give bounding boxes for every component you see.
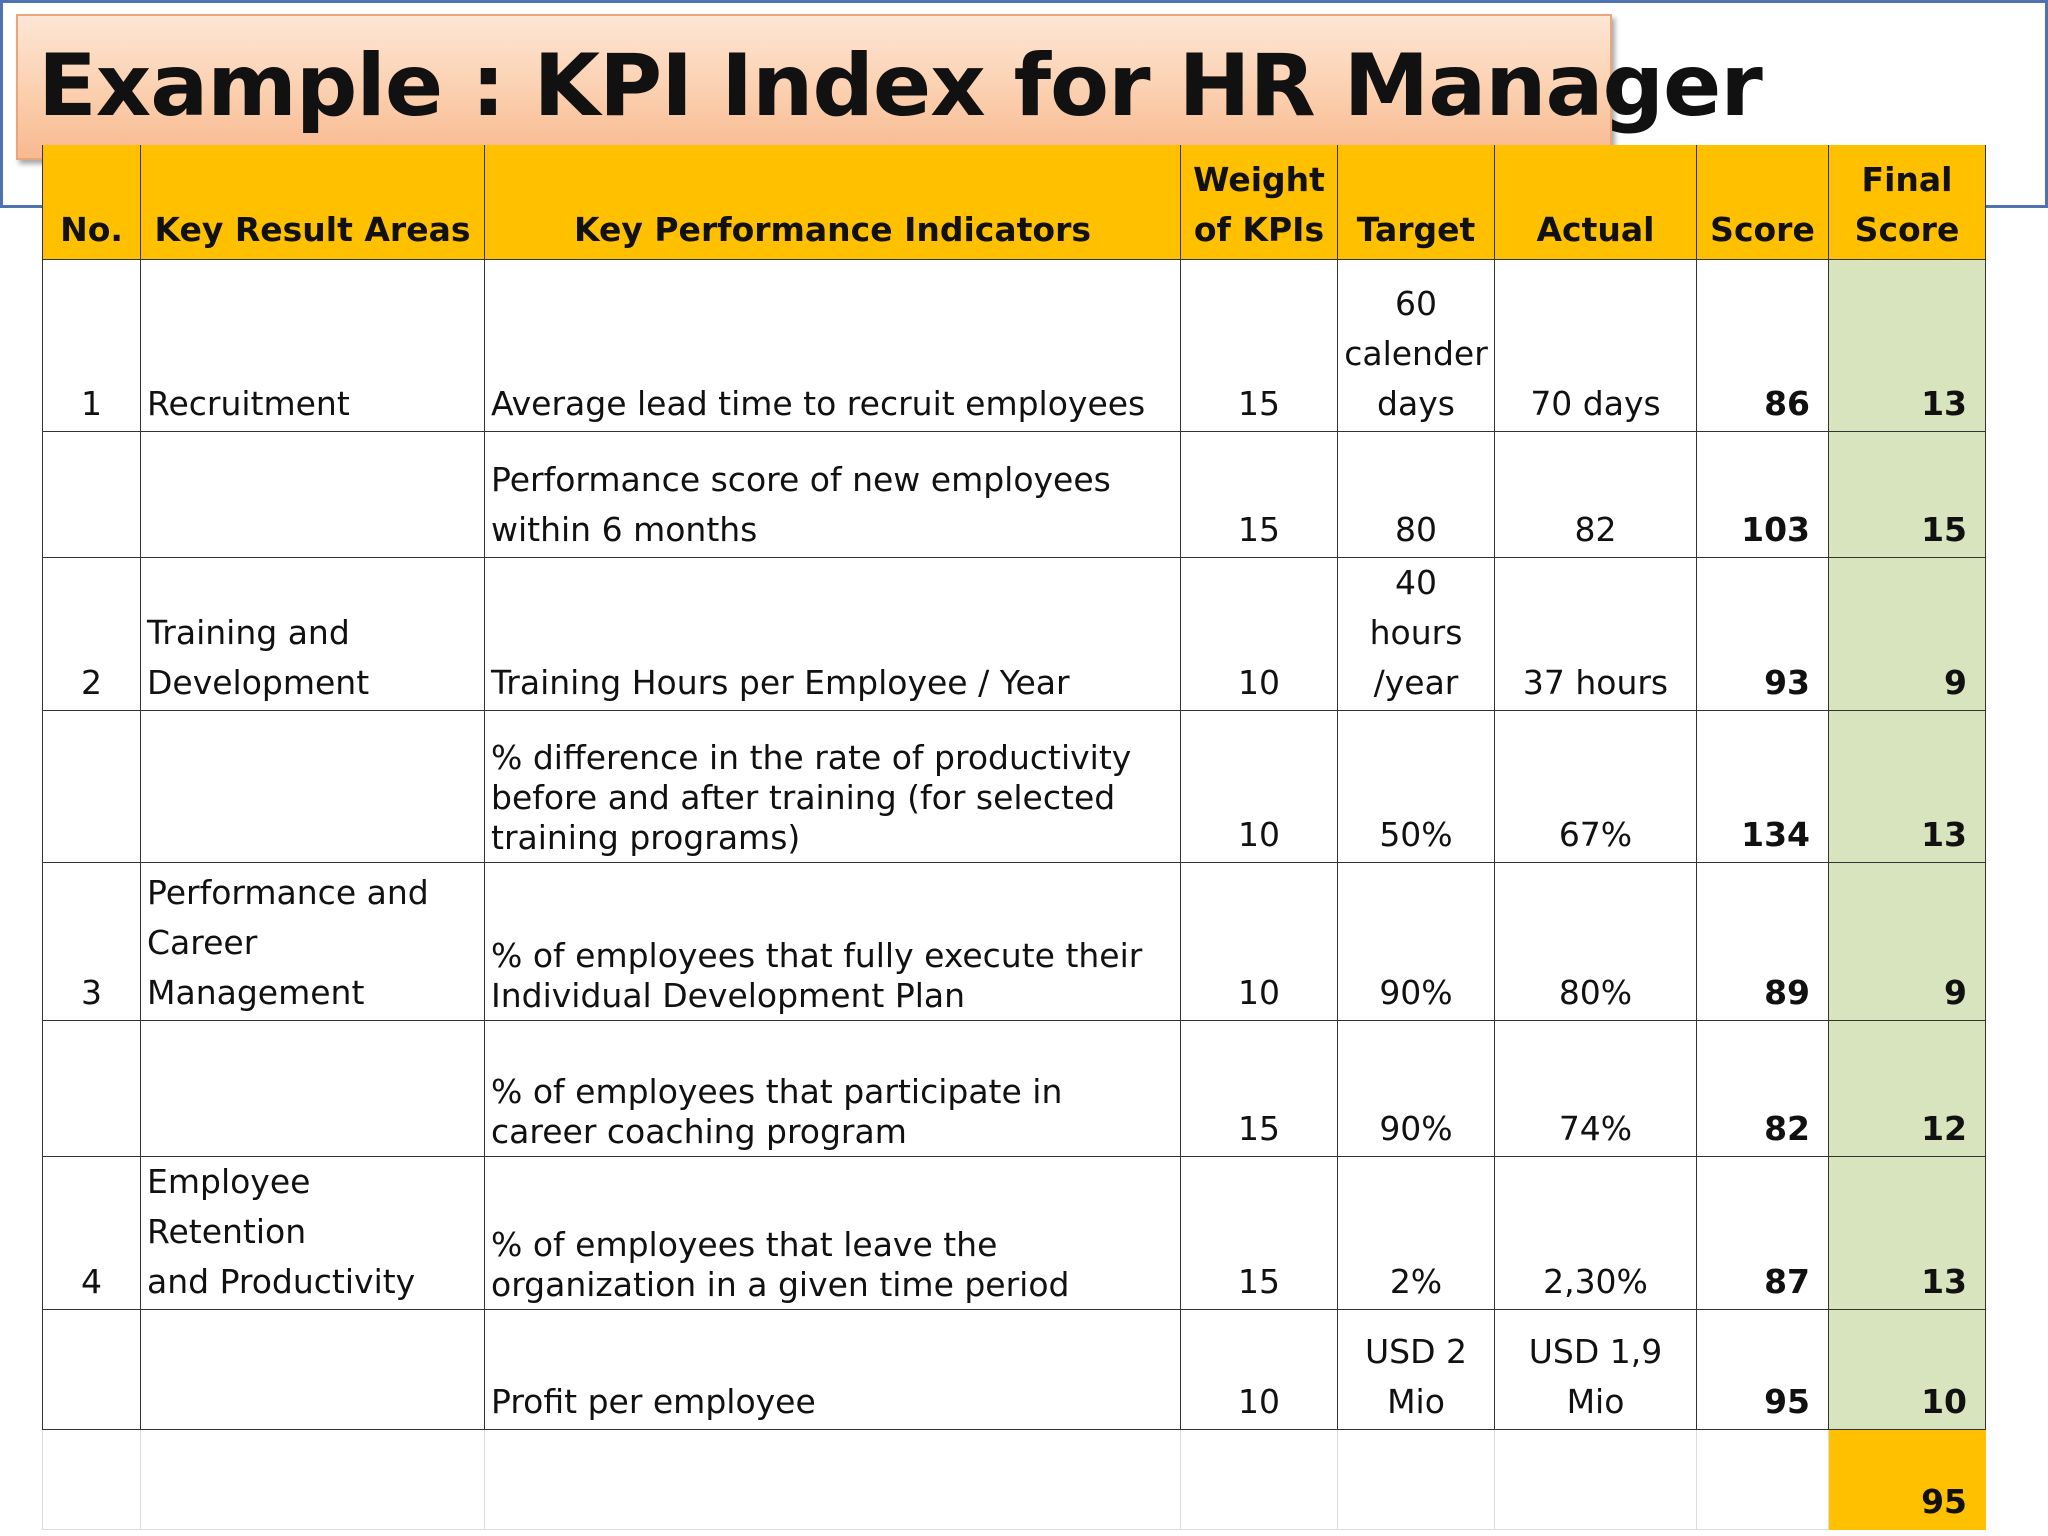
- cell-no: 2: [43, 557, 141, 710]
- header-no: No.: [43, 145, 141, 259]
- cell-kra: [141, 1309, 485, 1429]
- cell-score: 103: [1697, 431, 1829, 557]
- table-row: [43, 1309, 1986, 1429]
- header-key-performance-indicators: Key Performance Indicators: [485, 145, 1181, 259]
- page-title: Example : KPI Index for HR Manager: [38, 36, 1762, 136]
- cell-target: 90%: [1338, 1020, 1495, 1156]
- cell-actual: 80%: [1495, 862, 1697, 1020]
- cell-kra: Recruitment: [141, 259, 485, 431]
- cell-final-score: 12: [1829, 1020, 1986, 1156]
- table-row: [43, 431, 1986, 557]
- table-row: [43, 557, 1986, 710]
- empty-cell: [485, 1429, 1181, 1529]
- cell-actual: 67%: [1495, 710, 1697, 862]
- cell-weight: 15: [1181, 1020, 1338, 1156]
- cell-score: 89: [1697, 862, 1829, 1020]
- cell-kra: [141, 1020, 485, 1156]
- cell-kra: [141, 710, 485, 862]
- cell-score: 95: [1697, 1309, 1829, 1429]
- cell-weight: 15: [1181, 259, 1338, 431]
- cell-actual: 70 days: [1495, 259, 1697, 431]
- cell-score: 93: [1697, 557, 1829, 710]
- header-key-result-areas: Key Result Areas: [141, 145, 485, 259]
- table-row: [43, 1020, 1986, 1156]
- cell-weight: 10: [1181, 1309, 1338, 1429]
- cell-target: USD 2 Mio: [1338, 1309, 1495, 1429]
- cell-kpi: Average lead time to recruit employees: [485, 259, 1181, 431]
- empty-cell: [1338, 1429, 1495, 1529]
- table-row: [43, 1156, 1986, 1309]
- cell-actual: 37 hours: [1495, 557, 1697, 710]
- cell-score: 87: [1697, 1156, 1829, 1309]
- cell-final-score: 9: [1829, 862, 1986, 1020]
- cell-weight: 10: [1181, 862, 1338, 1020]
- cell-actual: 74%: [1495, 1020, 1697, 1156]
- cell-target: 80: [1338, 431, 1495, 557]
- cell-final-score: 9: [1829, 557, 1986, 710]
- empty-cell: [1495, 1429, 1697, 1529]
- header-final-score: Final Score: [1829, 145, 1986, 259]
- cell-kra: [141, 431, 485, 557]
- cell-kra: Training and Development: [141, 557, 485, 710]
- cell-no: [43, 710, 141, 862]
- cell-target: 2%: [1338, 1156, 1495, 1309]
- cell-score: 86: [1697, 259, 1829, 431]
- cell-final-score: 10: [1829, 1309, 1986, 1429]
- cell-target: 90%: [1338, 862, 1495, 1020]
- title-banner: [16, 14, 1762, 160]
- cell-weight: 15: [1181, 1156, 1338, 1309]
- cell-final-score: 13: [1829, 710, 1986, 862]
- kpi-table: [42, 145, 1986, 1530]
- cell-target: 60 calender days: [1338, 259, 1495, 431]
- header-target: Target: [1338, 145, 1495, 259]
- header-weight: Weight of KPIs: [1181, 145, 1338, 259]
- cell-kpi: % of employees that leave the organization in a given time period: [485, 1156, 1181, 1309]
- table-row: [43, 862, 1986, 1020]
- cell-kpi: % of employees that fully execute their Individual Development Plan: [485, 862, 1181, 1020]
- cell-kpi: Performance score of new employees within 6 months: [485, 431, 1181, 557]
- cell-target: 40 hours /year: [1338, 557, 1495, 710]
- cell-weight: 10: [1181, 557, 1338, 710]
- cell-no: 3: [43, 862, 141, 1020]
- cell-no: [43, 1020, 141, 1156]
- cell-no: 4: [43, 1156, 141, 1309]
- cell-actual: 82: [1495, 431, 1697, 557]
- cell-final-score: 15: [1829, 431, 1986, 557]
- header-actual: Actual: [1495, 145, 1697, 259]
- cell-weight: 10: [1181, 710, 1338, 862]
- cell-target: 50%: [1338, 710, 1495, 862]
- cell-kpi: % difference in the rate of productivity before and after training (for selected training programs): [485, 710, 1181, 862]
- empty-cell: [43, 1429, 141, 1529]
- cell-score: 82: [1697, 1020, 1829, 1156]
- table-row: [43, 259, 1986, 431]
- cell-actual: USD 1,9 Mio: [1495, 1309, 1697, 1429]
- cell-kpi: Training Hours per Employee / Year: [485, 557, 1181, 710]
- total-final-score: 95: [1829, 1429, 1986, 1529]
- cell-weight: 15: [1181, 431, 1338, 557]
- cell-no: 1: [43, 259, 141, 431]
- cell-final-score: 13: [1829, 259, 1986, 431]
- table-row: [43, 710, 1986, 862]
- table-header-row: [43, 145, 1986, 259]
- cell-kra: Performance and Career Management: [141, 862, 485, 1020]
- cell-no: [43, 1309, 141, 1429]
- cell-actual: 2,30%: [1495, 1156, 1697, 1309]
- empty-cell: [1181, 1429, 1338, 1529]
- cell-kpi: % of employees that participate in career coaching program: [485, 1020, 1181, 1156]
- empty-cell: [1697, 1429, 1829, 1529]
- cell-no: [43, 431, 141, 557]
- cell-score: 134: [1697, 710, 1829, 862]
- header-score: Score: [1697, 145, 1829, 259]
- total-row: [43, 1429, 1986, 1529]
- cell-final-score: 13: [1829, 1156, 1986, 1309]
- cell-kpi: Profit per employee: [485, 1309, 1181, 1429]
- cell-kra: Employee Retention and Productivity: [141, 1156, 485, 1309]
- empty-cell: [141, 1429, 485, 1529]
